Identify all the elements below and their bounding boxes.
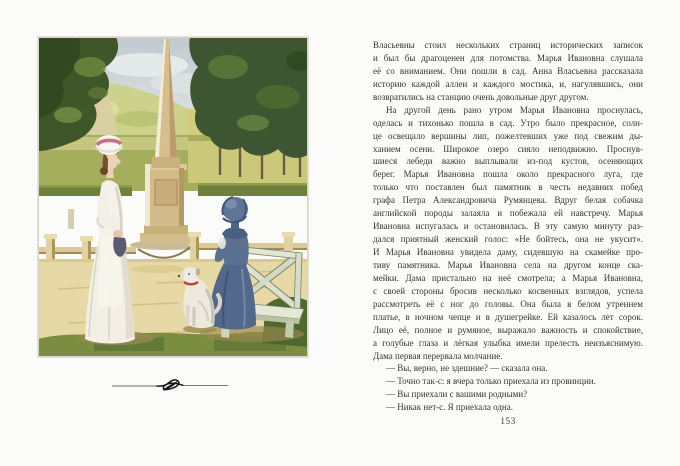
text-line: — Никак нет-с. Я приехала одна. bbox=[386, 402, 513, 413]
text-line: дался приятный женский голос: «Не бойтесь, она не укусит». bbox=[373, 234, 643, 245]
text-line: И Марья Ивановна увидела даму, сидевшую на скамейке про- bbox=[373, 247, 643, 257]
text-line: только что поставлен был памятник в честь недавних побед bbox=[373, 182, 643, 193]
text-line: берег. Марья Ивановна пошла около прекрасного луга, где bbox=[373, 169, 643, 180]
text-line: платье, в ночном чепце и в душегрейке. Ей казалось лет сорок. bbox=[373, 311, 643, 322]
text-line: На другой день рано утром Марья Ивановна проснулась, bbox=[386, 104, 643, 115]
page-text bbox=[373, 39, 643, 414]
garden-illustration-svg bbox=[38, 37, 308, 357]
text-line: Лицо её, полное и румяное, выражало важность и спокойствие, bbox=[373, 324, 643, 335]
text-line: историю каждой аллеи и каждого мостика, и, нагулявшись, они bbox=[373, 78, 643, 89]
text-line: и был бы драгоценен для потомства. Марья Ивановна слушала bbox=[373, 52, 643, 63]
text-line: це освещало вершины лип, пожелтевших уже под свежим ды- bbox=[373, 130, 643, 141]
text-line: ханием осени. Широкое озеро сияло неподвижно. Проснув- bbox=[373, 143, 643, 154]
text-line: с своей стороны бросив несколько косвенных взглядов, успела bbox=[373, 285, 643, 296]
text-line: мейки. Дама пристально на неё смотрела; а Марья Ивановна, bbox=[373, 272, 643, 283]
text-line: — Вы, верно, не здешние? — сказала она. bbox=[386, 363, 548, 374]
text-line: Дама первая перервала молчание. bbox=[373, 350, 503, 361]
text-line: тиву памятника. Марья Ивановна села на другом конце ска- bbox=[373, 259, 643, 270]
ornament-flourish-svg bbox=[111, 377, 229, 395]
text-line: английской породы залаяла и побежала ей навстречу. Марья bbox=[373, 208, 643, 219]
garden-illustration bbox=[38, 37, 308, 357]
text-line: — Точно так-с: я вчера только приехала из провинции. bbox=[386, 376, 596, 387]
text-line: рассмотреть её с ног до головы. Она была в белом утреннем bbox=[373, 298, 643, 309]
ornament-divider bbox=[111, 377, 229, 395]
text-line: возвратились на станцию очень довольные друг другом. bbox=[373, 91, 589, 102]
text-line: а голубые глаза и лёгкая улыбка имели прелесть неизъяснимую. bbox=[373, 337, 643, 348]
page-number: 153 bbox=[500, 417, 516, 427]
text-line: графа Петра Александровича Румянцева. Вдруг белая собачка bbox=[373, 195, 643, 206]
text-line: шиеся лебеди важно выплывали из-под кустов, осеняющих bbox=[373, 156, 643, 167]
text-line: её со вниманием. Они пошли в сад. Анна Власьевна рассказала bbox=[373, 65, 643, 76]
text-line: Власьевны стоил нескольких страниц исторических записок bbox=[373, 40, 643, 50]
text-line: — Вы приехали с вашими родными? bbox=[386, 389, 528, 400]
text-line: Ивановна испугалась и остановилась. В эту самую минуту раз- bbox=[373, 221, 643, 232]
text-line: оделась и тихонько пошла в сад. Утро было прекрасное, солн- bbox=[373, 117, 643, 128]
